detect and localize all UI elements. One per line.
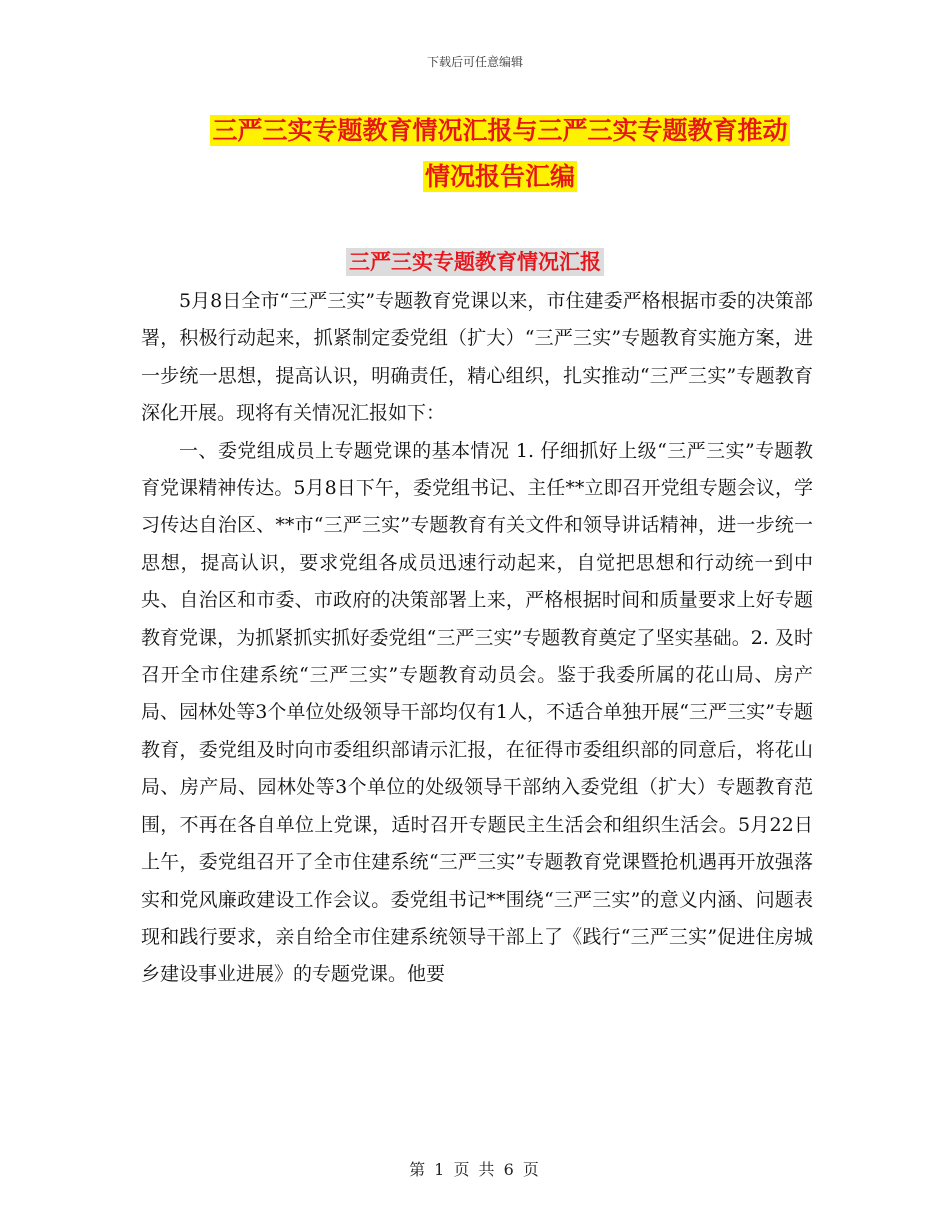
document-title-line-1: 三严三实专题教育情况汇报与三严三实专题教育推动 bbox=[212, 116, 788, 145]
paragraph-intro: 5月8日全市“三严三实”专题教育党课以来，市住建委严格根据市委的决策部署，积极行动起来，抓紧制定委党组（扩大）“三严三实”专题教育实施方案，进一步统一思想，提高认识，明确责任，精心组织，扎实推动“三严三实”专题教育深化开展。现将有关情况汇报如下： bbox=[141, 290, 813, 425]
paragraph-section-one: 一、委党组成员上专题党课的基本情况 1. 仔细抓好上级“三严三实”专题教育党课精神传达。5月8日下午，委党组书记、主任**立即召开党组专题会议，学习传达自治区、**市“三严三实”专题教育有关文件和领导讲话精神，进一步统一思想，提高认识，要求党组各成员迅速行动起来，自觉把思想和行动统一到中央、自治区和市委、市政府的决策部署上来，严格根据时间和质量要求上好专题教育党课，为抓紧抓实抓好委党组“三严三实”专题教育奠定了坚实基础。2. 及时召开全市住建系统“三严三实”专题教育动员会。鉴于我委所属的花山局、房产局、园林处等3个单位处级领导干部均仅有1人，不适合单独开展“三严三实”专题教育，委党组及时向市委组织部请示汇报，在征得市委组织部的同意后，将花山局、房产局、园林处等3个单位的处级领导干部纳入委党组（扩大）专题教育范围，不再在各自单位上党课，适时召开专题民主生活会和组织生活会。5月22日上午，委党组召开了全市住建系统“三严三实”专题教育党课暨抢机遇再开放强落实和党风廉政建设工作会议。委党组书记**围绕“三严三实”的意义内涵、问题表现和践行要求，亲自给全市住建系统领导干部上了《践行“三严三实”促进住房城乡建设事业进展》的专题党课。他要 bbox=[141, 439, 813, 986]
page-footer: 第 1 页 共 6 页 bbox=[409, 1160, 541, 1179]
document-title bbox=[140, 108, 860, 200]
page-header: 下载后可任意编辑 bbox=[426, 55, 523, 69]
section-title bbox=[0, 246, 950, 276]
document-body bbox=[141, 283, 813, 994]
section-title-text: 三严三实专题教育情况汇报 bbox=[346, 248, 604, 276]
document-title-line-2: 情况报告汇编 bbox=[424, 162, 575, 191]
